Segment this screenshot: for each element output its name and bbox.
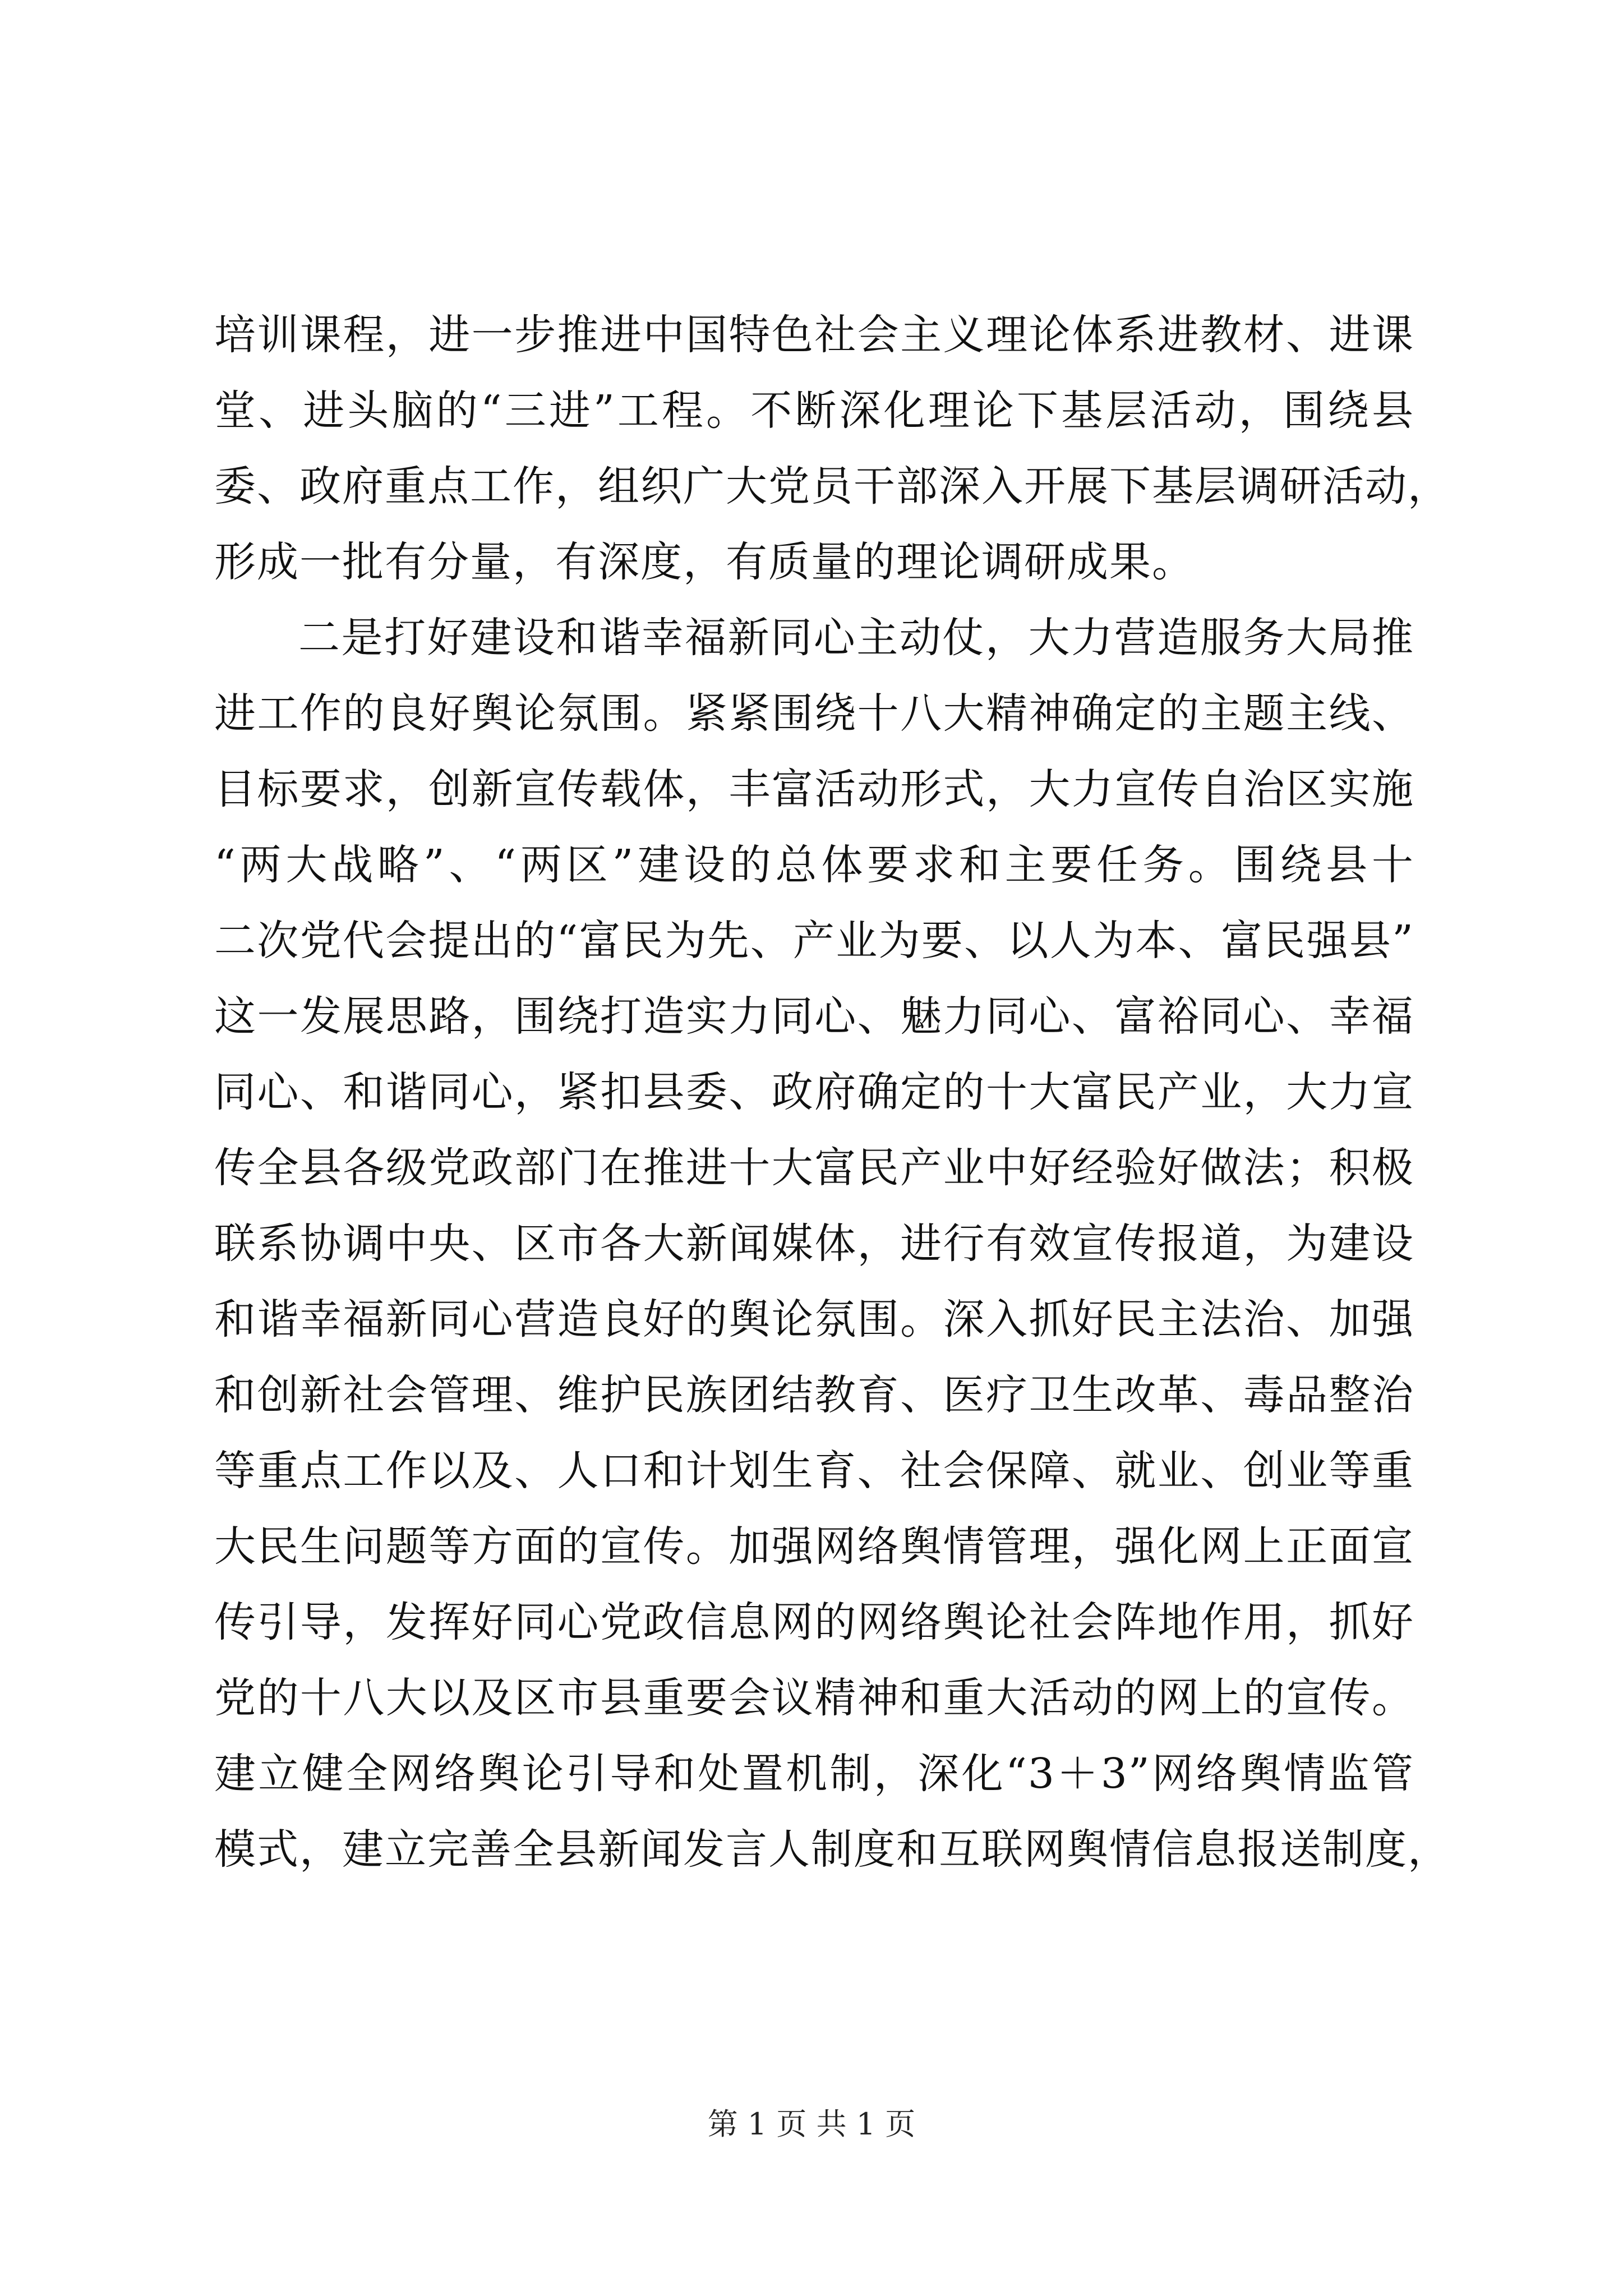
- text-line: 传引导，发挥好同心党政信息网的网络舆论社会阵地作用，抓好: [214, 1598, 1414, 1646]
- text-line: 形成一批有分量，有深度，有质量的理论调研成果。: [214, 538, 1195, 586]
- text-line: 大民生问题等方面的宣传。加强网络舆情管理，强化网上正面宣: [214, 1522, 1414, 1571]
- text-line: “两大战略”、“两区”建设的总体要求和主要任务。围绕县十: [214, 841, 1414, 889]
- text-line: 委、政府重点工作，组织广大党员干部深入开展下基层调研活动，: [214, 462, 1450, 510]
- text-line: 建立健全网络舆论引导和处置机制，深化“3＋3”网络舆情监管: [214, 1750, 1414, 1798]
- text-line: 和谐幸福新同心营造良好的舆论氛围。深入抓好民主法治、加强: [214, 1295, 1414, 1343]
- page-number-label: 第 1 页 共 1 页: [707, 2106, 916, 2142]
- text-line: 培训课程，进一步推进中国特色社会主义理论体系进教材、进课: [214, 311, 1414, 359]
- text-line: 党的十八大以及区市县重要会议精神和重大活动的网上的宣传。: [214, 1674, 1414, 1722]
- paragraph-first-line: 二是打好建设和谐幸福新同心主动仗，大力营造服务大局推: [298, 614, 1414, 662]
- text-line: 和创新社会管理、维护民族团结教育、医疗卫生改革、毒品整治: [214, 1371, 1414, 1419]
- text-line: 进工作的良好舆论氛围。紧紧围绕十八大精神确定的主题主线、: [214, 689, 1414, 738]
- text-line: 二次党代会提出的“富民为先、产业为要、以人为本、富民强县”: [214, 917, 1414, 965]
- text-line: 同心、和谐同心，紧扣县委、政府确定的十大富民产业，大力宣: [214, 1068, 1414, 1116]
- text-line: 堂、进头脑的“三进”工程。不断深化理论下基层活动，围绕县: [214, 386, 1414, 435]
- text-line: 这一发展思路，围绕打造实力同心、魅力同心、富裕同心、幸福: [214, 992, 1414, 1041]
- document-body: [214, 297, 1450, 1888]
- text-line: 联系协调中央、区市各大新闻媒体，进行有效宣传报道，为建设: [214, 1220, 1414, 1268]
- text-line: 传全县各级党政部门在推进十大富民产业中好经验好做法；积极: [214, 1144, 1414, 1192]
- page-footer: [0, 2105, 1623, 2144]
- text-line: 模式，建立完善全县新闻发言人制度和互联网舆情信息报送制度，: [214, 1825, 1450, 1874]
- text-line: 目标要求，创新宣传载体，丰富活动形式，大力宣传自治区实施: [214, 765, 1414, 813]
- text-line: 等重点工作以及、人口和计划生育、社会保障、就业、创业等重: [214, 1447, 1414, 1495]
